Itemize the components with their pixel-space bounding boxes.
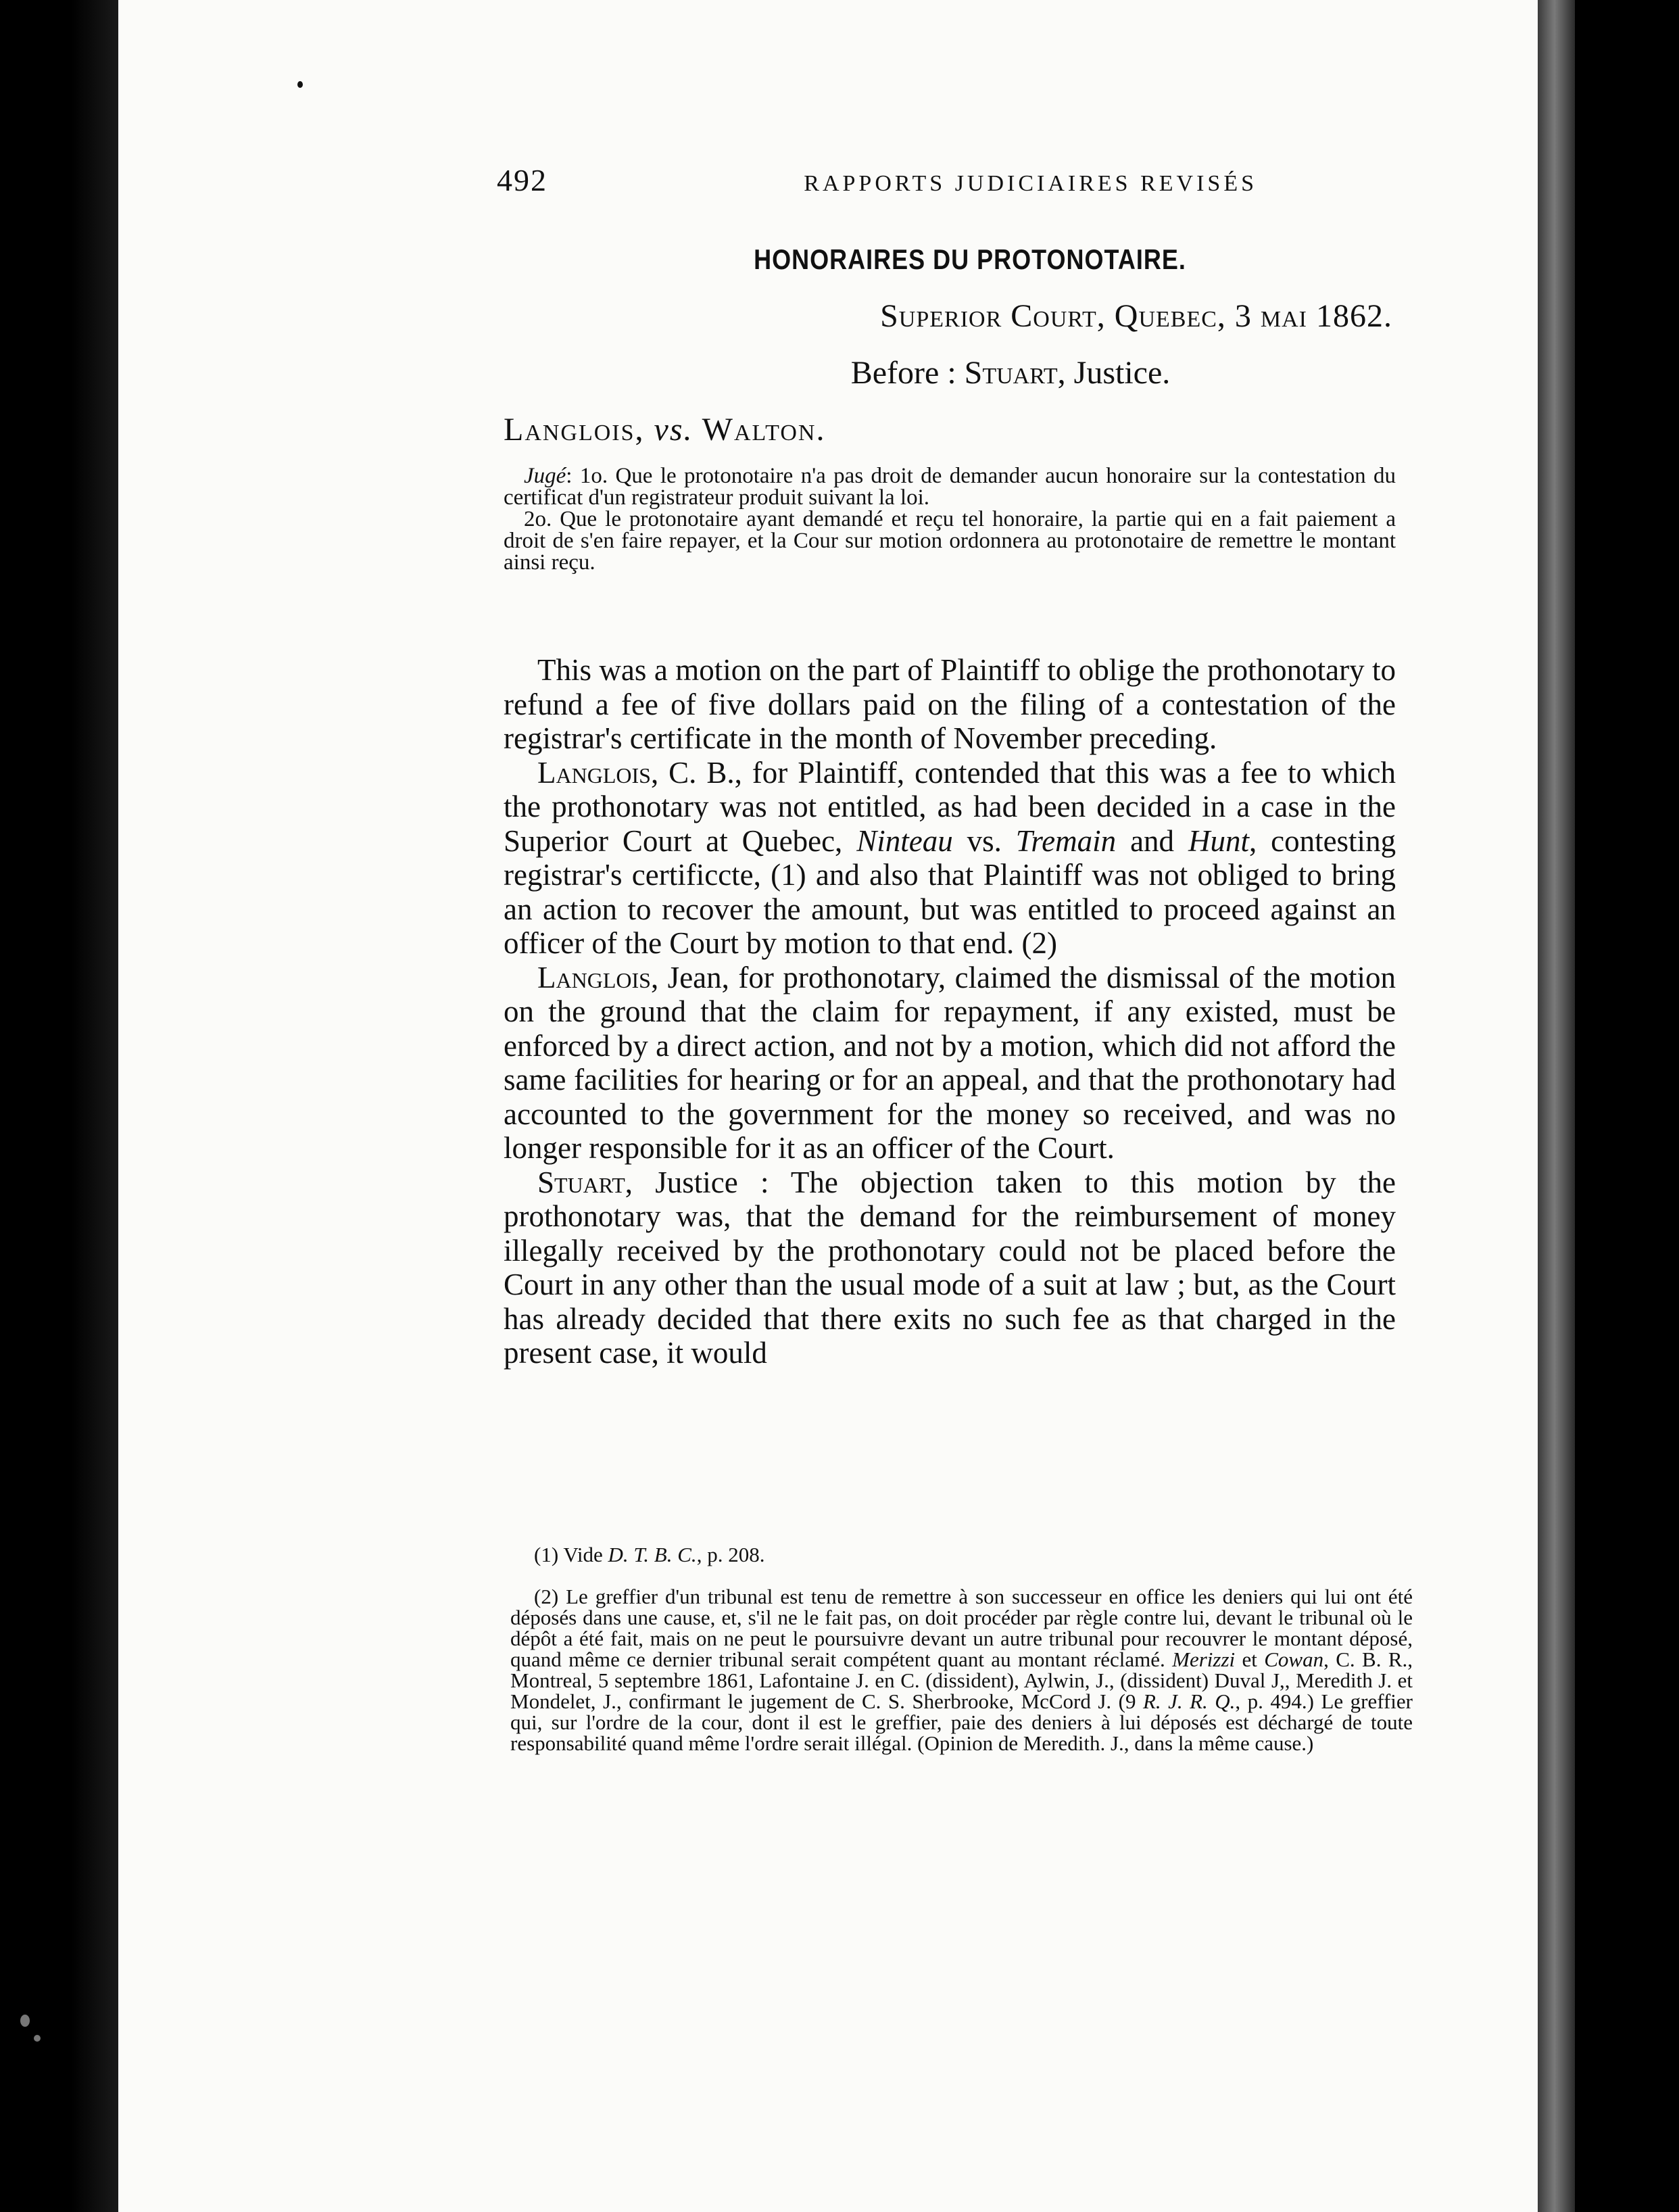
paragraph-3-text: , Jean, for prothonotary, claimed the dismissal of the motion on the ground that the claim for repayment, if any existed, must be enforced by a direct action, and not by a motion, which did not afford the same facilities for hearing or for an appeal, and that the prothonotary had accounted to the government for the money so received, and was no longer responsible for it as an officer of the Court. — [504, 960, 1396, 1165]
paragraph-2-text-a: , C. B., for Plaintiff, contended that this was a fee to which the prothonotary was not entitled, as had been decided in a case in the Superior Court at Quebec, — [504, 755, 1396, 858]
case-and: and — [1130, 823, 1175, 858]
footnote-2-text-b: , C. B. R., Montreal, 5 septembre 1861, Lafontaine J. en C. (dissident), Aylwin, J., (dissident) Duval J,, Meredith J. et Mondelet, J., confirmant le jugement de C. S. Sherbrooke, McCord J. (9 — [510, 1648, 1413, 1713]
defendant-name: Walton. — [702, 412, 826, 448]
footnote-2-text-a: (2) Le greffier d'un tribunal est tenu de remettre à son successeur en office les deniers qui lui ont été déposés dans une cause, et, s'il ne le fait pas, on doit procéder par règle contre lui, devant le tribunal où le dépôt a été fait, mais on ne peut le poursuivre devant un autre tribunal pour recouvrer le montant déposé, quand même ce dernier tribunal serait compétent quant au montant réclamé. — [510, 1585, 1413, 1671]
plaintiff-name: Langlois, — [504, 412, 645, 448]
headnote-point-2: 2o. Que le protonotaire ayant demandé et reçu tel honoraire, la partie qui en a fait paiement a droit de s'en faire repayer, et la Cour sur motion ordonnera au protonotaire de remettre le montant ainsi reçu. — [504, 507, 1396, 575]
judge-name-inline: Stuart — [537, 1165, 625, 1199]
case-cite: Cowan — [1264, 1648, 1324, 1671]
case-title: HONORAIRES DU PROTONOTAIRE. — [754, 243, 1186, 276]
scan-speck — [297, 81, 303, 88]
paragraph-3 — [504, 961, 1396, 1165]
footnote-1-page: , p. 208. — [696, 1543, 765, 1566]
scan-speck — [20, 2015, 30, 2027]
page-number: 492 — [497, 163, 548, 197]
court-line: Superior Court, Quebec, 3 mai 1862. — [880, 298, 1392, 334]
footnote-2 — [510, 1586, 1413, 1754]
case-cite: Hunt — [1188, 823, 1249, 858]
juge-label: Jugé — [524, 464, 566, 488]
footnote-1 — [534, 1544, 1413, 1565]
case-parties — [504, 411, 825, 448]
counsel-name: Langlois — [537, 755, 651, 790]
headnote — [504, 465, 1396, 573]
judge-line — [497, 354, 1376, 391]
scan-speck — [34, 2035, 41, 2042]
case-cite: Tremain — [1015, 823, 1117, 858]
judge-suffix: , Justice. — [1057, 355, 1171, 391]
headnote-point-1 — [504, 465, 1396, 508]
footnote-ref: D. T. B. C. — [608, 1543, 697, 1566]
footnote-2-text-c: , p. 494.) Le greffier qui, sur l'ordre de la cour, dont il est le greffier, paie des deniers à lui déposés est déchargé de toute responsabilité quand même l'ordre serait illégal. (Opinion de Meredith. J., dans la même cause.) — [510, 1689, 1413, 1755]
page-edge-shadow — [1538, 0, 1575, 2212]
counsel-name: Langlois — [537, 960, 651, 994]
scan-border-left — [0, 0, 118, 2212]
running-head — [497, 162, 1392, 203]
case-et: et — [1242, 1648, 1257, 1671]
judge-prefix: Before : — [850, 355, 956, 391]
paragraph-2-text-b: , contesting registrar's certificcte, (1) and also that Plaintiff was not obliged to bring an action to recover the amount, but was entitled to proceed against an officer of the Court by motion to that end. (2) — [504, 823, 1396, 960]
versus: vs. — [654, 412, 694, 448]
case-vs: vs. — [967, 823, 1002, 858]
paragraph-2 — [504, 756, 1396, 961]
paragraph-4-text: , Justice : The objection taken to this motion by the prothonotary was, that the demand for the reimbursement of money illegally received by the prothonotary could not be placed before the Court in any other than the usual mode of a suit at law ; but, as the Court has already decided that there exits no such fee as that charged in the present case, it would — [504, 1165, 1396, 1370]
case-cite: Merizzi — [1172, 1648, 1236, 1671]
footnote-ref: R. J. R. Q. — [1142, 1689, 1236, 1713]
case-cite: Ninteau — [856, 823, 953, 858]
paragraph-1: This was a motion on the part of Plaintiff to oblige the prothonotary to refund a fee of five dollars paid on the filing of a contestation of the registrar's certificate in the month of November preceding. — [504, 653, 1396, 755]
paragraph-4 — [504, 1165, 1396, 1370]
headnote-point-1-text: : 1o. Que le protonotaire n'a pas droit de demander aucun honoraire sur la contestation du certificat d'un registrateur produit suivant la loi. — [504, 464, 1396, 510]
body-text — [504, 653, 1396, 1370]
scan-border-right — [1575, 0, 1679, 2212]
journal-title: RAPPORTS JUDICIAIRES REVISÉS — [804, 171, 1257, 196]
judge-name: Stuart — [964, 355, 1058, 391]
footnote-1-text: (1) Vide — [534, 1543, 603, 1566]
